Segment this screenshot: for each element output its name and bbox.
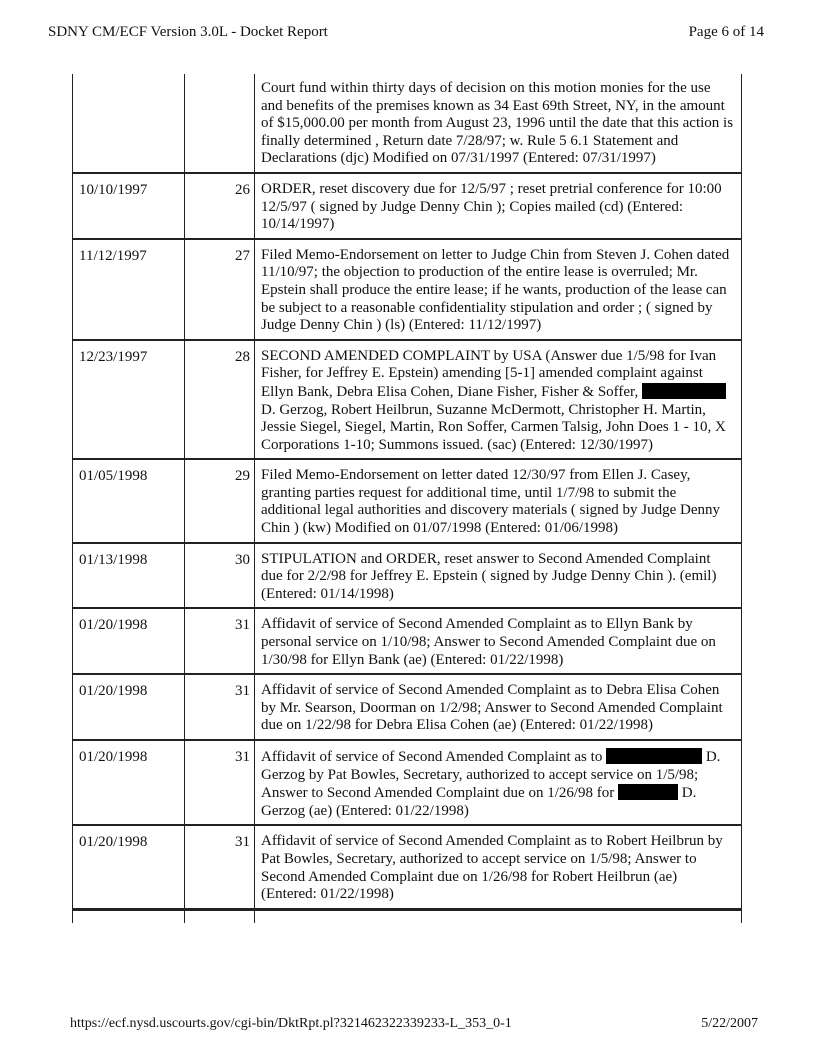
docket-entry-row (73, 174, 741, 240)
entry-number: 28 (185, 341, 255, 459)
docket-entry-row (73, 826, 741, 909)
entry-date: 01/20/1998 (73, 741, 185, 824)
entry-number: 29 (185, 460, 255, 541)
entry-text-part: D. Gerzog, Robert Heilbrun, Suzanne McDermott, Christopher H. Martin, Jessie Siegel, Siegel, Martin, Ron Soffer, Carmen Talsig, John Does 1 - 10, X Corporations 1-10; Summons issued. (sac) (Entered: 12/30/1997) (261, 401, 726, 453)
entry-date: 10/10/1997 (73, 174, 185, 238)
docket-entry-row (73, 741, 741, 826)
entry-text (255, 341, 741, 459)
entry-text-part: D. Gerzog by Pat Bowles, Secretary, authorized to accept service on 1/5/98; Answer to Second Amended Complaint due on 1/26/98 for (261, 749, 721, 802)
entry-number: 31 (185, 826, 255, 907)
entry-text: Filed Memo-Endorsement on letter dated 12/30/97 from Ellen J. Casey, granting parties request for additional time, until 1/7/98 to submit the additional legal authorities and discovery materials ( signed by Judge Denny Chin ) (kw) Modified on 01/07/1998 (Entered: 01/06/1998) (261, 467, 721, 537)
docket-entry-row (73, 240, 741, 341)
redaction-box (618, 784, 678, 800)
redaction-box (606, 748, 702, 764)
entry-number: 31 (185, 741, 255, 824)
entry-text: Affidavit of service of Second Amended Complaint as to Ellyn Bank by personal service on 1/10/98; Answer to Second Amended Complaint due on 1/30/98 for Ellyn Bank (ae) (Entered: 01/22/1998) (261, 616, 716, 668)
docket-entry-row (73, 544, 741, 610)
entry-text: ORDER, reset discovery due for 12/5/97 ; reset pretrial conference for 10:00 12/5/97 ( signed by Judge Denny Chin ); Copies mailed (cd) (Entered: 10/14/1997) (261, 180, 722, 233)
docket-entry-row (73, 341, 741, 461)
entry-text: Court fund within thirty days of decision on this motion monies for the use and benefits of the premises known as 34 East 69th Street, NY, in the amount of $15,000.00 per month from August 23, 1996 until the date that this action is finally determined , Return date 7/28/97; w. Rule 5 6.1 Statement and Declarations (djc) Modified on 07/31/1997 (Entered: 07/31/1997) (261, 80, 734, 167)
docket-entry-row (73, 74, 741, 174)
entry-date: 01/05/1998 (73, 460, 185, 541)
entry-number: 27 (185, 240, 255, 339)
docket-entry-row (73, 460, 741, 543)
entry-date: 11/12/1997 (73, 240, 185, 339)
docket-table (72, 74, 742, 923)
entry-number: 30 (185, 544, 255, 608)
page-header-title: SDNY CM/ECF Version 3.0L - Docket Report (48, 24, 328, 40)
page-footer-url: https://ecf.nysd.uscourts.gov/cgi-bin/DktRpt.pl?321462322339233-L_353_0-1 (70, 1016, 512, 1031)
entry-text-part: Affidavit of service of Second Amended Complaint as to (261, 749, 603, 765)
entry-text (255, 741, 741, 824)
redaction-box (642, 383, 726, 399)
entry-date: 01/20/1998 (73, 675, 185, 739)
entry-number: 31 (185, 675, 255, 739)
page-footer-date: 5/22/2007 (701, 1016, 758, 1031)
entry-date: 12/23/1997 (73, 341, 185, 459)
entry-text: Affidavit of service of Second Amended Complaint as to Debra Elisa Cohen by Mr. Searson, Doorman on 1/2/98; Answer to Second Amended Complaint due on 1/22/98 for Debra Elisa Cohen (ae) (Entered: 01/22/1998) (261, 682, 723, 734)
entry-number: 31 (185, 609, 255, 673)
entry-text: Filed Memo-Endorsement on letter to Judge Chin from Steven J. Cohen dated 11/10/97; the objection to production of the entire lease is overruled; Mr. Epstein shall produce the entire lease; if he wants, production of the lease can be subject to a reasonable confidentiality stipulation and order ; ( signed by Judge Denny Chin ) (ls) (Entered: 11/12/1997) (261, 246, 730, 334)
entry-text-part: SECOND AMENDED COMPLAINT by USA (Answer due 1/5/98 for Ivan Fisher, for Jeffrey E. Epstein) amending [5-1] amended complaint against Ellyn Bank, Debra Elisa Cohen, Diane Fisher, Fisher & Soffer, (261, 347, 717, 400)
entry-number (185, 74, 255, 172)
entry-text-part: D. Gerzog (ae) (Entered: 01/22/1998) (261, 785, 697, 819)
entry-text: Affidavit of service of Second Amended Complaint as to Robert Heilbrun by Pat Bowles, Secretary, authorized to accept service on 1/5/98; Answer to Second Amended Complaint due on 1/26/98 for Robert Heilbrun (ae) (Entered: 01/22/1998) (261, 833, 723, 903)
page-number: Page 6 of 14 (688, 24, 764, 40)
entry-date: 01/13/1998 (73, 544, 185, 608)
empty-cell (185, 911, 255, 923)
entry-date: 01/20/1998 (73, 609, 185, 673)
entry-date (73, 74, 185, 172)
docket-entry-row (73, 609, 741, 675)
entry-text: STIPULATION and ORDER, reset answer to Second Amended Complaint due for 2/2/98 for Jeffrey E. Epstein ( signed by Judge Denny Chin ). (emil) (Entered: 01/14/1998) (261, 550, 717, 602)
empty-cell (73, 911, 185, 923)
docket-entry-row (73, 675, 741, 741)
entry-number: 26 (185, 174, 255, 238)
table-continuation (73, 910, 741, 923)
entry-date: 01/20/1998 (73, 826, 185, 907)
empty-cell (255, 911, 741, 923)
